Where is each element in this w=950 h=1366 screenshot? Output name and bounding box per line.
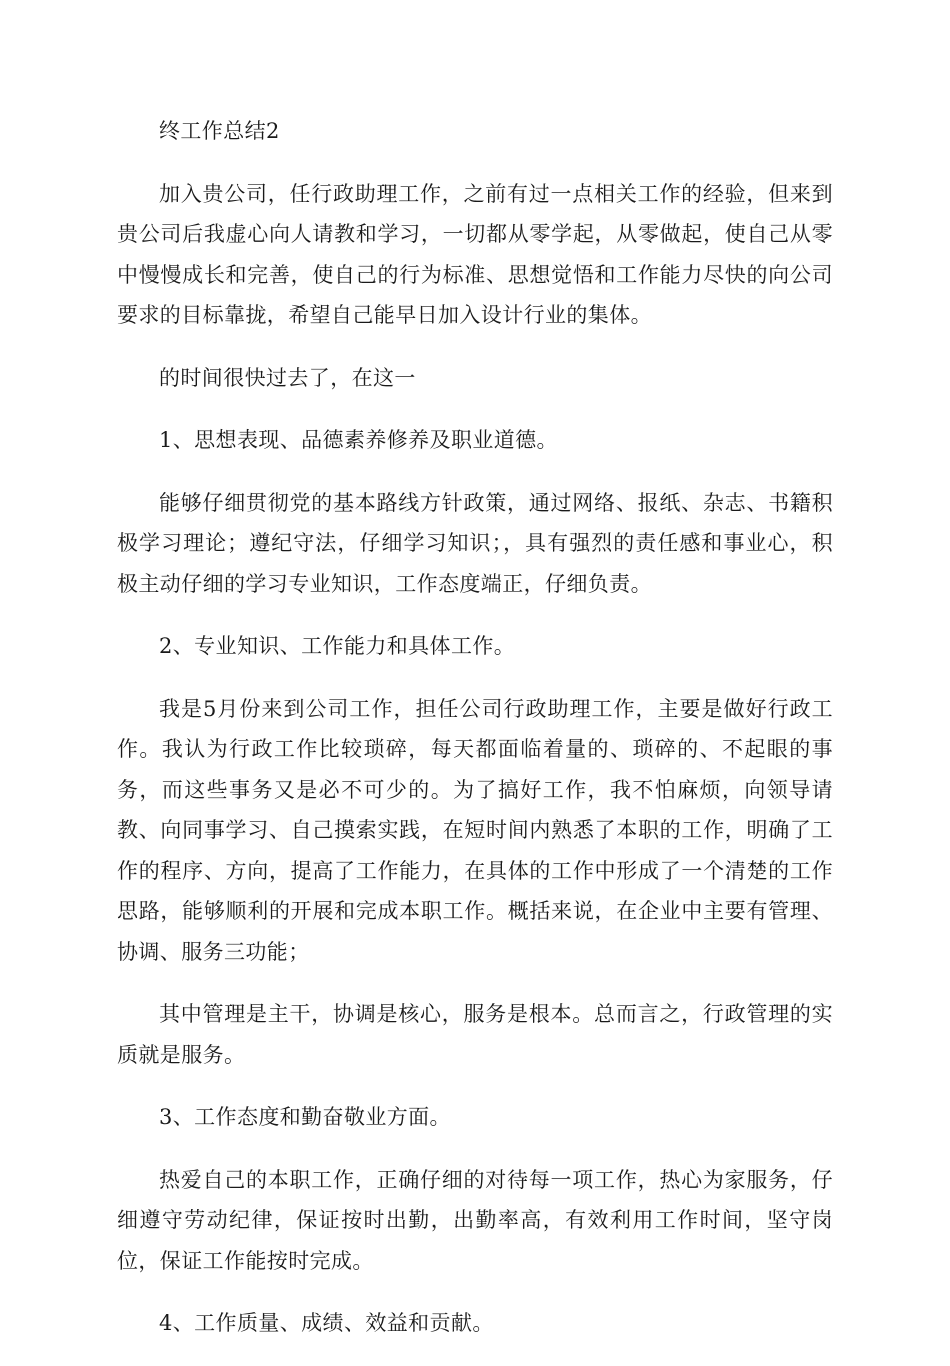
section-heading-3: 3、工作态度和勤奋敬业方面。	[159, 1105, 451, 1129]
document-body	[117, 111, 833, 1366]
paragraph-section-2-summary: 其中管理是主干，协调是核心，服务是根本。总而言之，行政管理的实质就是服务。	[117, 1002, 833, 1067]
paragraph-intro: 加入贵公司，任行政助理工作，之前有过一点相关工作的经验，但来到贵公司后我虚心向人请教和学习，一切都从零学起，从零做起，使自己从零中慢慢成长和完善，使自己的行为标准、思想觉悟和工作能力尽快的向公司要求的目标靠拢，希望自己能早日加入设计行业的集体。	[117, 181, 833, 327]
paragraph-section-2: 我是5月份来到公司工作，担任公司行政助理工作，主要是做好行政工作。我认为行政工作比较琐碎，每天都面临着量的、琐碎的、不起眼的事务，而这些事务又是必不可少的。为了搞好工作，我不怕麻烦，向领导请教、向同事学习、自己摸索实践，在短时间内熟悉了本职的工作，明确了工作的程序、方向，提高了工作能力，在具体的工作中形成了一个清楚的工作思路，能够顺利的开展和完成本职工作。概括来说，在企业中主要有管理、协调、服务三功能；	[117, 696, 833, 964]
section-heading-4: 4、工作质量、成绩、效益和贡献。	[159, 1311, 494, 1335]
paragraph-section-1: 能够仔细贯彻党的基本路线方针政策，通过网络、报纸、杂志、书籍积极学习理论；遵纪守法，仔细学习知识；，具有强烈的责任感和事业心，积极主动仔细的学习专业知识，工作态度端正，仔细负责。	[117, 490, 833, 596]
paragraph-time-passed: 的时间很快过去了，在这一	[159, 365, 416, 390]
section-heading-2: 2、专业知识、工作能力和具体工作。	[159, 634, 516, 658]
document-title: 终工作总结2	[159, 119, 280, 143]
section-heading-1: 1、思想表现、品德素养修养及职业道德。	[159, 428, 558, 452]
paragraph-section-3: 热爱自己的本职工作，正确仔细的对待每一项工作，热心为家服务，仔细遵守劳动纪律，保证按时出勤，出勤率高，有效利用工作时间，坚守岗位，保证工作能按时完成。	[117, 1167, 833, 1273]
